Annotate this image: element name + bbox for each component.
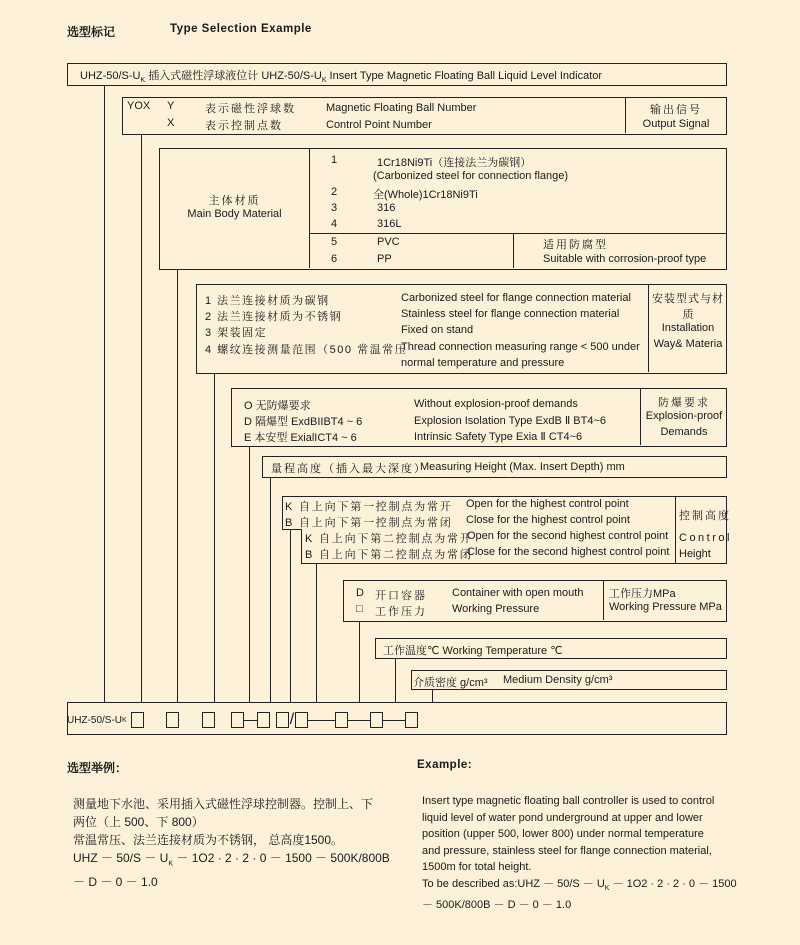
row-en: Stainless steel for flange connection material <box>401 308 620 320</box>
code-slot <box>257 712 270 728</box>
row-cn: E 本安型 ExialICT4 ~ 6 <box>244 432 357 444</box>
label-en: Output Signal <box>642 118 710 130</box>
label: Demands <box>660 426 708 438</box>
example-en: Insert type magnetic floating ball controller is used to control liquid level of water pond underground at upper and lower position (upper 500, lower 800) under normal temperature and pressure, stainless steel for flange connection material, 1500m for total height. To be described as:UHZ － $50/S - U_K - 1O2 \cdot 2 \cdot 2 \cdot 0 - 1500$ － 500K/800B － D － 0 － 1.0 <box>422 795 737 912</box>
temperature-text: 工作温度℃ Working Temperature ℃ <box>383 645 563 657</box>
measuring-en: Measuring Height (Max. Insert Depth) mm <box>420 461 625 473</box>
row-cn: B 自上向下第二控制点为常闭 <box>305 549 473 561</box>
yox-code: YOX <box>127 100 151 112</box>
letter-x: X <box>167 117 175 129</box>
control-left2 <box>301 529 302 564</box>
label-cn: 输出信号 <box>650 104 702 116</box>
row-en: Container with open mouth <box>452 587 584 599</box>
code-slot <box>295 712 308 728</box>
row-cn: 2 法兰连接材质为不锈钢 <box>205 311 343 323</box>
row-cn: 4 螺纹连接测量范围（500 常温常压 <box>205 344 408 356</box>
row-en: Magnetic Floating Ball Number <box>326 102 477 114</box>
row-en: Open for the highest control point <box>466 498 629 510</box>
label: 质 <box>682 309 694 321</box>
row-cn: 开口容器 <box>375 590 427 602</box>
label: Way& Materia <box>653 338 723 350</box>
row-cn: 1 法兰连接材质为碳钢 <box>205 295 330 307</box>
connector-line <box>395 658 396 703</box>
code-prefix: UHZ-50/S-U <box>67 714 123 726</box>
output-signal-box <box>122 97 727 135</box>
row-en: Working Pressure <box>452 603 540 615</box>
row-en: Intrinsic Safety Type Exia Ⅱ CT4~6 <box>414 431 583 443</box>
row-cn: O 无防爆要求 <box>244 400 311 412</box>
label: Control <box>679 532 732 544</box>
divider <box>603 581 604 620</box>
label-cn: 主体材质 <box>208 195 261 207</box>
label-cn: 工作压力MPa <box>609 588 676 600</box>
row-cn: 3 架装固定 <box>205 327 268 339</box>
label: 防爆要求 <box>658 397 710 409</box>
pressure-box <box>343 580 727 622</box>
divider <box>675 496 676 564</box>
label: Installation <box>661 322 715 334</box>
connector-line <box>177 269 178 703</box>
connector-line <box>249 446 250 703</box>
row-en: Fixed on stand <box>401 324 474 336</box>
row-num: 3 <box>331 202 338 214</box>
row-cn: K 自上向下第二控制点为常开 <box>305 533 473 545</box>
example-title-en: Example: <box>417 759 473 771</box>
row-num: 5 <box>331 236 338 248</box>
control-left <box>282 496 283 530</box>
divider <box>513 233 514 268</box>
label: Height <box>679 548 711 560</box>
explosion-box <box>231 388 727 447</box>
note-cn: 适用防腐型 <box>543 239 608 251</box>
code-slot <box>370 712 383 728</box>
code-slot <box>405 712 418 728</box>
model-text: UHZ-$50/S-U_K$ 插入式磁性浮球液位计 UHZ-$50/S-U_K$ Insert Type Magnetic Floating Ball Liquid Level Indicator <box>80 70 603 85</box>
row-value: 316L <box>377 218 402 230</box>
example-cn: 测量地下水池、采用插入式磁性浮球控制器。控制上、下 两位（上 500、下 800） 常温常压、法兰连接材质为不锈钢， 总高度1500。 UHZ － $50/S - U_K - 1O2 \cdot 2 \cdot 2 \cdot 0 - 1500 - 500K/800B$ － D － 0 － 1.0 <box>73 797 390 890</box>
label-en: Main Body Material <box>187 208 282 220</box>
code-slot <box>166 712 179 728</box>
connector-line <box>141 134 142 703</box>
row-en: Without explosion-proof demands <box>414 398 578 410</box>
divider <box>309 149 310 268</box>
label: 安装型式与材 <box>652 293 724 305</box>
letter-y: Y <box>167 100 175 112</box>
row-cn: D 隔爆型 ExdBIIBT4 ~ 6 <box>244 416 363 428</box>
row-en: Thread connection measuring range < 500 under <box>401 341 640 353</box>
temperature-box <box>375 638 727 659</box>
label: Explosion-proof <box>645 410 723 422</box>
row-cn: K 自上向下第一控制点为常开 <box>285 501 453 513</box>
connector-line <box>270 477 271 703</box>
row-cn: 表示磁性浮球数 <box>205 103 296 115</box>
connector-line <box>432 689 433 703</box>
row-code: □ <box>356 603 363 615</box>
row-value: (Carbonized steel for connection flange) <box>373 170 569 182</box>
measuring-cn: 量程高度（插入最大深度） <box>271 463 427 475</box>
row-en: Carbonized steel for flange connection material <box>401 292 631 304</box>
connector-line <box>214 373 215 703</box>
connector-line <box>104 85 105 703</box>
density-cn: 介质密度 g/cm³ <box>413 677 488 689</box>
row-cn: 表示控制点数 <box>205 120 283 132</box>
row-en: Open for the second highest control point <box>467 530 669 542</box>
installation-box <box>196 284 727 374</box>
row-en: normal temperature and pressure <box>401 357 565 369</box>
row-value: PP <box>377 253 392 265</box>
connector-line <box>290 529 291 703</box>
row-value: PVC <box>377 236 400 248</box>
material-box <box>159 148 727 270</box>
code-slot <box>131 712 144 728</box>
control-bottom <box>301 563 727 564</box>
title-en: Type Selection Example <box>170 23 312 35</box>
row-code: D <box>356 587 364 599</box>
density-box <box>411 670 727 690</box>
row-en: Control Point Number <box>326 119 432 131</box>
row-value: 1Cr18Ni9Ti（连接法兰为碳钢） <box>377 157 532 169</box>
row-cn: 工作压力 <box>375 606 427 618</box>
divider <box>309 233 726 234</box>
density-en: Medium Density g/cm³ <box>503 674 613 686</box>
control-top <box>282 496 727 497</box>
connector-line <box>316 563 317 703</box>
measuring-box <box>262 456 727 478</box>
code-slot <box>231 712 244 728</box>
connector-line <box>359 621 360 703</box>
row-value: 316 <box>377 202 396 214</box>
label-en: Working Pressure MPa <box>609 601 722 613</box>
row-en: Explosion Isolation Type ExdB Ⅱ BT4~6 <box>414 415 607 427</box>
code-line: UHZ-50/S-U K / <box>67 711 418 729</box>
label: 控制高度 <box>679 510 731 522</box>
title-cn: 选型标记 <box>67 25 116 39</box>
row-num: 4 <box>331 218 338 230</box>
code-sub: K <box>122 716 127 724</box>
row-en: Close for the highest control point <box>466 514 630 526</box>
row-num: 2 <box>331 186 338 198</box>
code-slot <box>202 712 215 728</box>
row-cn: B 自上向下第一控制点为常闭 <box>285 517 453 529</box>
model-box <box>67 63 727 86</box>
row-num: 1 <box>331 154 338 166</box>
example-title-cn: 选型举例： <box>67 761 128 775</box>
row-en: Close for the second highest control point <box>467 546 670 558</box>
note-en: Suitable with corrosion-proof type <box>543 253 707 265</box>
row-num: 6 <box>331 253 338 265</box>
code-slot <box>335 712 348 728</box>
row-value: 全(Whole)1Cr18Ni9Ti <box>373 189 478 201</box>
code-slot <box>276 712 289 728</box>
